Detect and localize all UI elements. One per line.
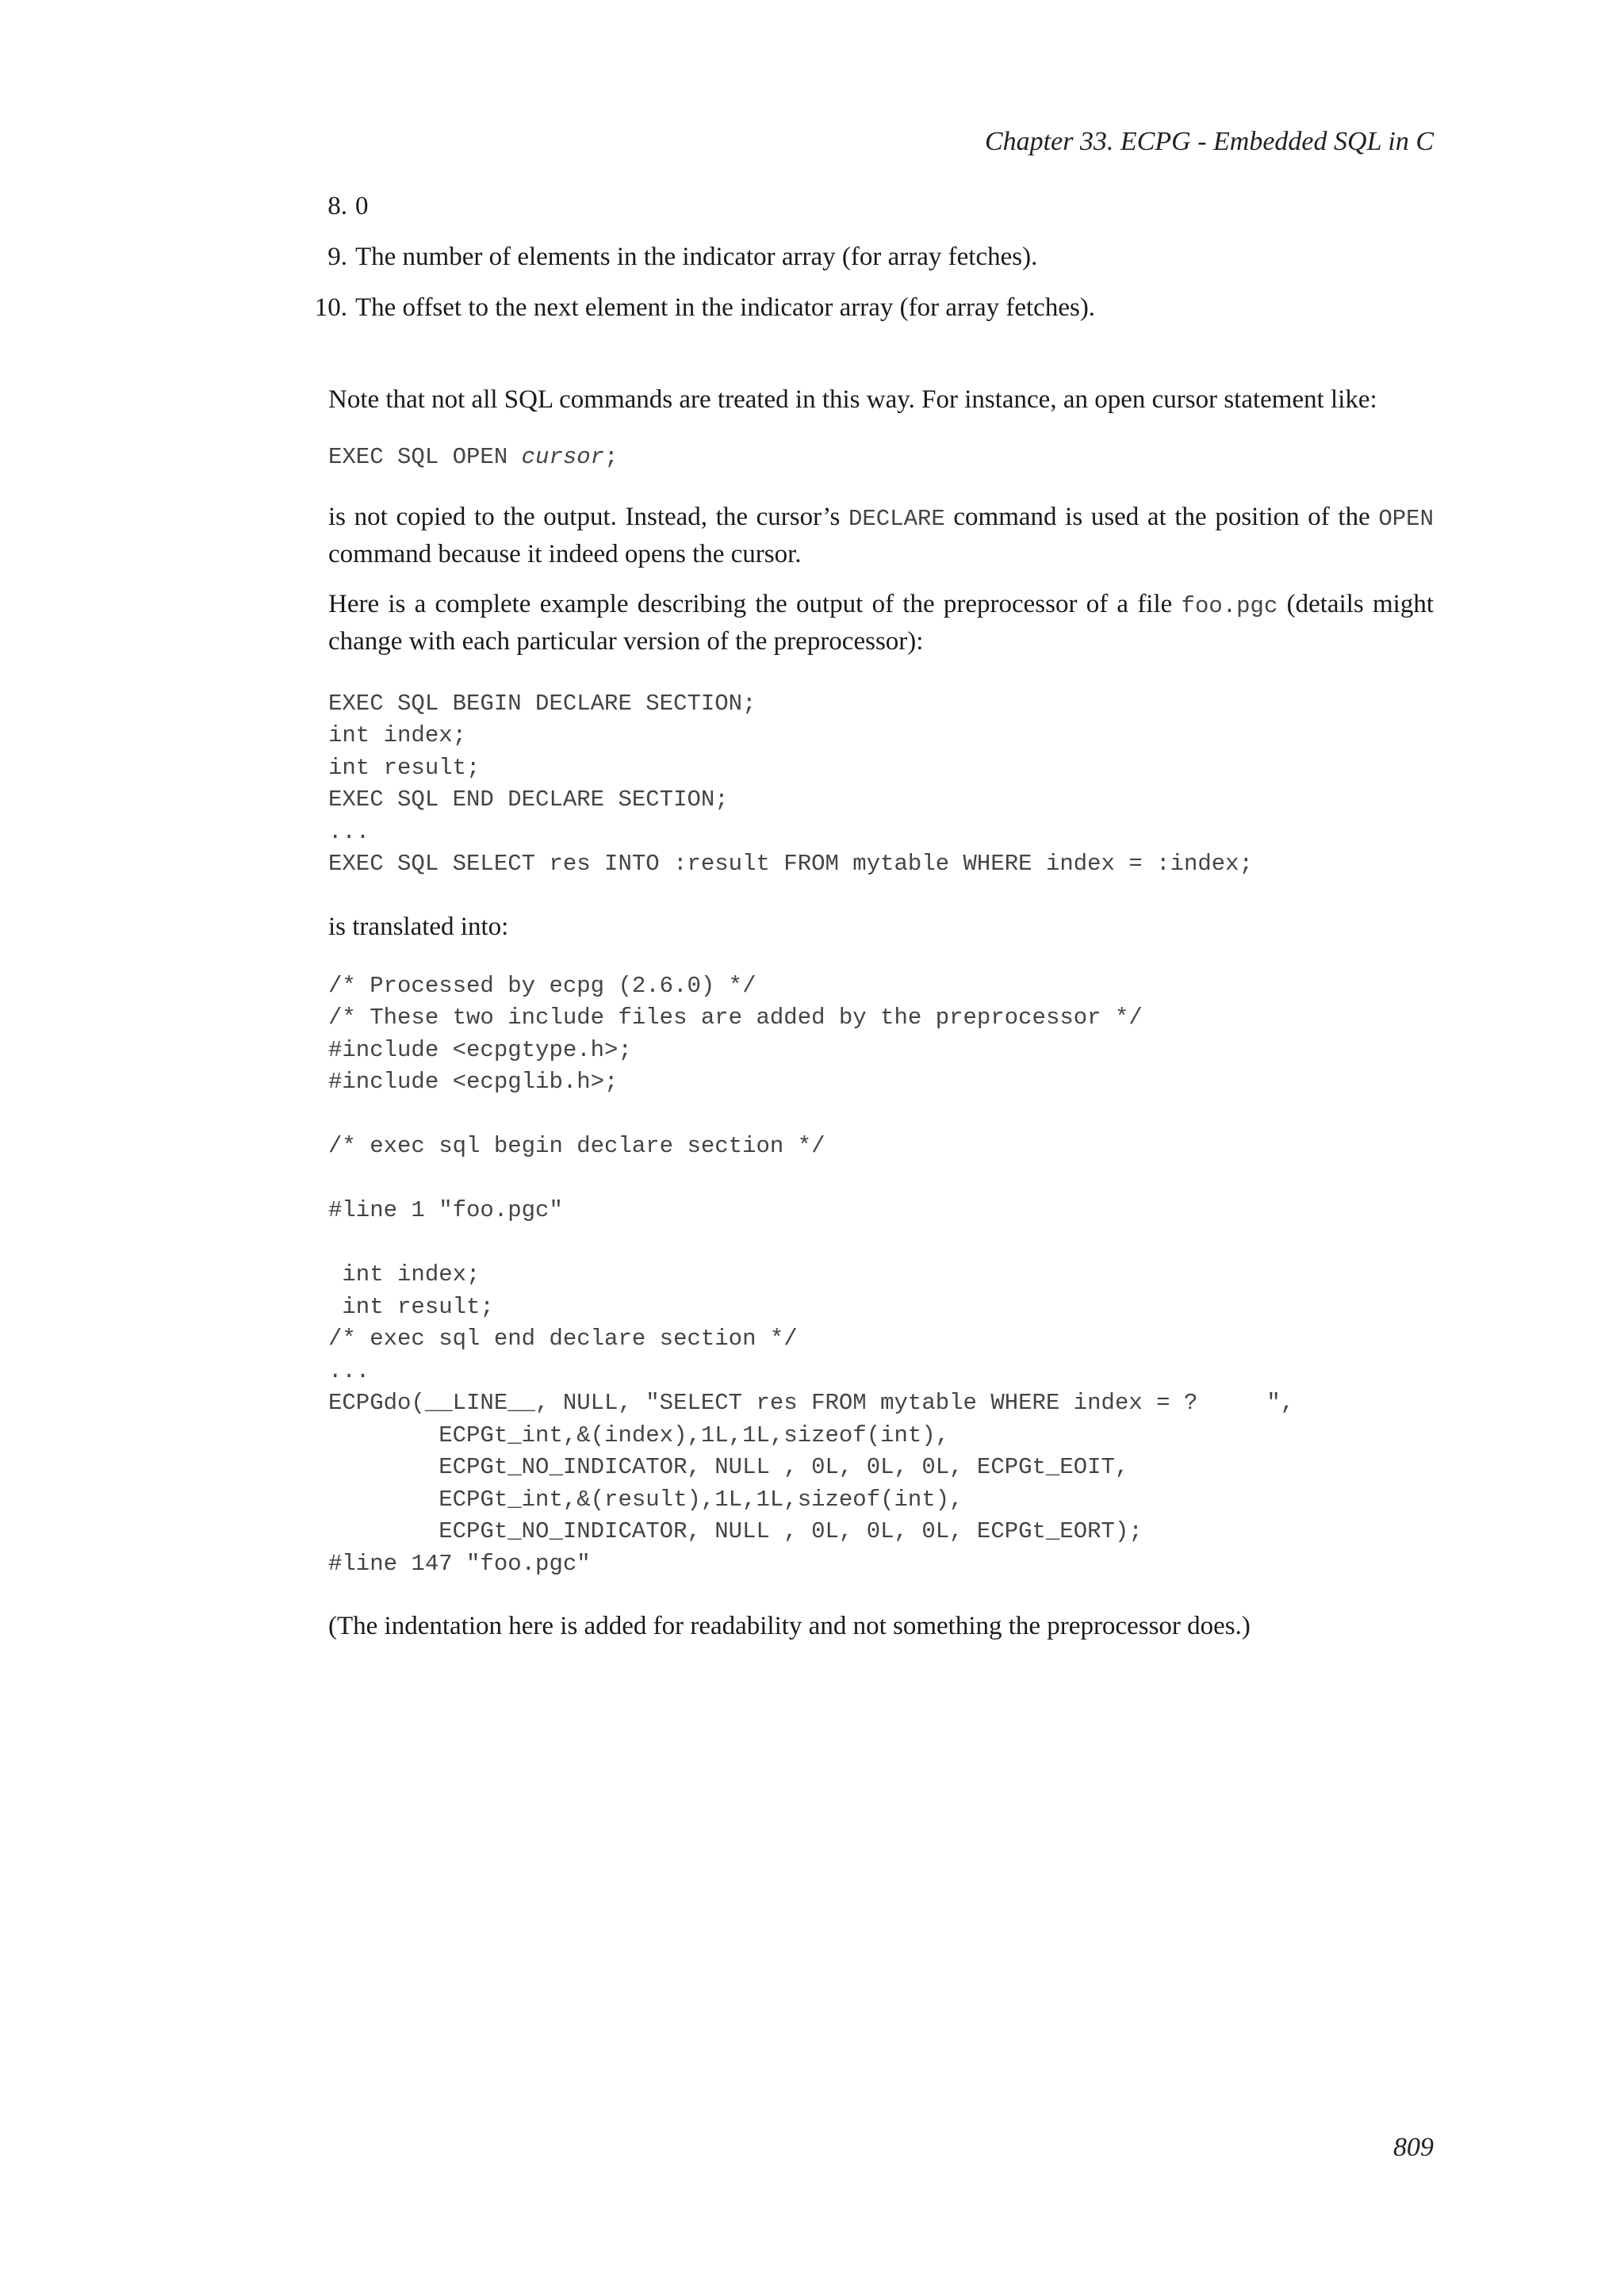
- list-item: [328, 189, 1434, 239]
- code-open-suffix: ;: [604, 444, 619, 470]
- list-item-number: 10.: [314, 293, 347, 322]
- paragraph-translated-into: is translated into:: [328, 912, 509, 941]
- paragraph-text: command is used at the position of the: [944, 502, 1379, 531]
- paragraph-declare-note: [328, 499, 1434, 572]
- inline-code-filename: foo.pgc: [1181, 592, 1278, 619]
- running-header: Chapter 33. ECPG - Embedded SQL in C: [984, 127, 1434, 156]
- list-item: [328, 239, 1434, 290]
- page-number: 809: [1393, 2133, 1434, 2162]
- list-item: [314, 290, 1434, 341]
- list-item-text: The number of elements in the indicator array (for array fetches).: [355, 243, 1038, 271]
- code-open-cursor-var: cursor: [521, 444, 605, 470]
- code-example-output: /* Processed by ecpg (2.6.0) */ /* These two include files are added by the preprocessor */ #include <ecpgtype.h>; #include <ecpglib.h>; /* exec sql begin declare section */ #line 1 "foo.pgc" int index; int result; /* exec sql end declare section */ ... ECPGdo(__LINE__, NULL, "SELECT res FROM mytable WHERE index = ? ", ECPGt_int,&(index),1L,1L,sizeof(int), ECPGt_NO_INDICATOR, NULL , 0L, 0L, 0L, ECPGt_EOIT, ECPGt_int,&(result),1L,1L,sizeof(int), ECPGt_NO_INDICATOR, NULL , 0L, 0L, 0L, ECPGt_EORT); #line 147 "foo.pgc": [328, 972, 1295, 1577]
- code-open-cursor: [328, 442, 1434, 474]
- list-item-text: 0: [355, 192, 369, 220]
- paragraph-example-intro: [328, 587, 1434, 660]
- numbered-list: [314, 189, 1434, 341]
- paragraph-text: (details might change with each particular version of the preprocessor):: [328, 589, 1434, 656]
- list-item-text: The offset to the next element in the indicator array (for array fetches).: [355, 293, 1096, 322]
- paragraph-text: command because it indeed opens the cursor.: [328, 539, 802, 568]
- inline-code-open: OPEN: [1378, 505, 1434, 532]
- list-item-number: 9.: [327, 243, 347, 271]
- inline-code-declare: DECLARE: [848, 505, 945, 532]
- paragraph-text: is not copied to the output. Instead, the cursor’s: [328, 502, 848, 531]
- code-example-input: EXEC SQL BEGIN DECLARE SECTION; int index; int result; EXEC SQL END DECLARE SECTION; ... EXEC SQL SELECT res INTO :result FROM mytable WHERE index = :index;: [328, 690, 1253, 877]
- paragraph-open-cursor-note: Note that not all SQL commands are treated in this way. For instance, an open cursor statement like:: [328, 385, 1377, 414]
- list-item-number: 8.: [327, 192, 347, 220]
- paragraph-indentation-note: (The indentation here is added for readability and not something the preprocessor does.): [328, 1612, 1251, 1640]
- paragraph-text: Here is a complete example describing the output of the preprocessor of a file: [328, 589, 1182, 618]
- page-content: [314, 189, 1434, 1644]
- code-open-prefix: EXEC SQL OPEN: [328, 444, 522, 470]
